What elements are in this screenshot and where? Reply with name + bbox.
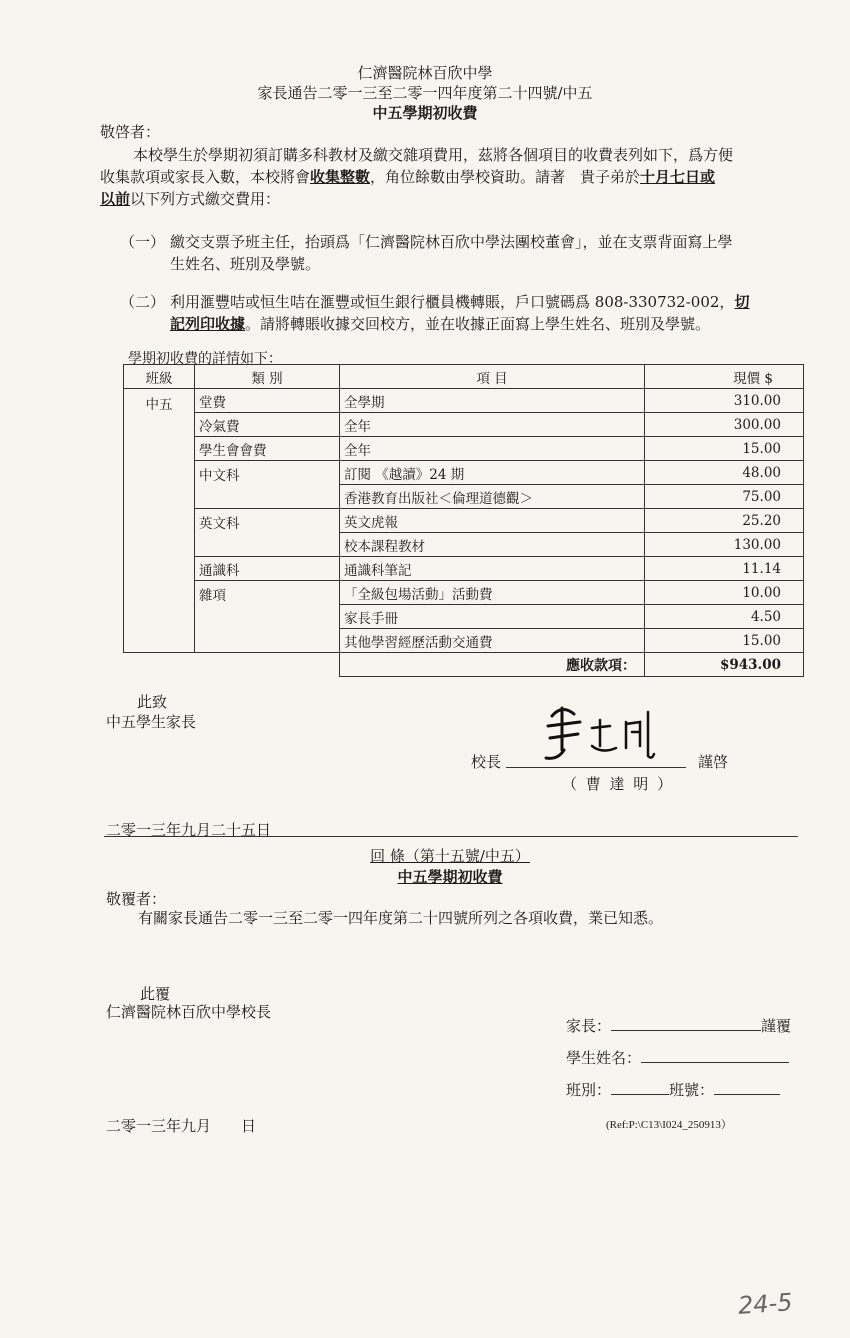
item-cell: 全年 — [340, 413, 645, 437]
item-cell: 全學期 — [340, 389, 645, 413]
table-row — [124, 413, 804, 437]
ci-fu: 此覆 — [140, 985, 171, 1003]
amount-cell: 75.00 — [645, 485, 804, 509]
header-item: 項 目 — [340, 365, 645, 389]
class-number-label: 班號： — [669, 1081, 715, 1099]
table-row — [124, 389, 804, 413]
option-2-text: 。請將轉賬收據交回校方，並在收據正面寫上學生姓名、班別及學號。 — [245, 315, 711, 333]
header-category: 類 別 — [195, 365, 340, 389]
option-1-line-1: 繳交支票予班主任，抬頭爲「仁濟醫院林百欣中學法團校董會」，並在支票背面寫上學 — [170, 233, 733, 251]
reply-subtitle: 中五學期初收費 — [397, 868, 503, 886]
notice-date: 二零一三年九月二十五日 — [106, 821, 272, 839]
paragraph-text: 收集款項或家長入數，本校將會 — [100, 168, 311, 186]
item-cell: 英文虎報 — [340, 509, 645, 533]
class-number-row — [566, 1078, 780, 1103]
salutation: 敬啓者： — [100, 123, 161, 141]
amount-cell: 4.50 — [645, 605, 804, 629]
option-2-text: 利用滙豐咭或恒生咭在滙豐或恒生銀行櫃員機轉賬，戶口號碼爲 808-330732-002， — [170, 293, 735, 311]
option-2-number: （二） — [120, 293, 166, 311]
principal-label: 校長 — [471, 753, 502, 771]
total-amount: $943.00 — [645, 653, 804, 677]
reply-title — [0, 845, 850, 866]
jin-fu: 謹覆 — [761, 1017, 792, 1035]
jin-qi: 謹啓 — [698, 753, 729, 771]
item-cell: 通識科筆記 — [340, 557, 645, 581]
amount-cell: 300.00 — [645, 413, 804, 437]
reply-text: 有關家長通告二零一三至二零一四年度第二十四號所列之各項收費，業已知悉。 — [138, 909, 664, 927]
amount-cell: 11.14 — [645, 557, 804, 581]
student-name-row — [566, 1046, 789, 1071]
header-class: 班級 — [124, 365, 195, 389]
header-price: 現價 $ — [645, 365, 804, 389]
category-cell: 通識科 — [195, 557, 340, 581]
item-cell: 香港教育出版社＜倫理道德觀＞ — [340, 485, 645, 509]
category-cell: 英文科 — [195, 509, 340, 557]
paragraph-text: 以下列方式繳交費用： — [130, 190, 281, 208]
print-receipt-note: 切 — [734, 293, 750, 311]
option-2-line-2 — [170, 312, 810, 337]
fee-table — [123, 364, 804, 677]
item-cell: 訂閱 《越讀》24 期 — [340, 461, 645, 485]
category-cell: 冷氣費 — [195, 413, 340, 437]
spacer-cell — [124, 653, 195, 677]
amount-cell: 15.00 — [645, 629, 804, 653]
paragraph-line-3 — [100, 187, 810, 212]
reference-code: (Ref:P:\C13\I024_250913） — [606, 1119, 732, 1131]
total-label: 應收款項： — [340, 653, 645, 677]
principal-name: （ 曹 達 明 ） — [562, 775, 675, 793]
print-receipt-note: 記列印收據 — [170, 315, 246, 333]
table-row — [124, 581, 804, 605]
amount-cell: 15.00 — [645, 437, 804, 461]
class-label: 班別： — [566, 1081, 612, 1099]
letter-recipient: 中五學生家長 — [106, 713, 197, 731]
table-header-row — [124, 365, 804, 389]
notice-title: 中五學期初收費 — [372, 104, 478, 122]
student-name-field[interactable] — [641, 1046, 789, 1063]
divider-line — [104, 836, 798, 837]
due-date-before: 以前 — [100, 190, 131, 208]
item-cell: 校本課程教材 — [340, 533, 645, 557]
paragraph-line-1: 本校學生於學期初須訂購多科教材及繳交雜項費用，茲將各個項目的收費表列如下，爲方便 — [133, 146, 734, 164]
reply-title-text: 回 條（第十五號/中五） — [370, 847, 530, 865]
option-1-number: （一） — [120, 233, 166, 251]
parent-signature-row — [566, 1014, 791, 1039]
amount-cell: 130.00 — [645, 533, 804, 557]
amount-cell: 25.20 — [645, 509, 804, 533]
table-row — [124, 437, 804, 461]
item-cell: 家長手冊 — [340, 605, 645, 629]
item-cell: 全年 — [340, 437, 645, 461]
item-cell: 其他學習經歷活動交通費 — [340, 629, 645, 653]
reply-salutation: 敬覆者： — [106, 890, 167, 908]
paragraph-text: ，角位餘數由學校資助。請著 貴子弟於 — [370, 168, 641, 186]
table-caption: 學期初收費的詳情如下： — [128, 351, 282, 367]
student-name-label: 學生姓名： — [566, 1049, 642, 1067]
class-number-field[interactable] — [714, 1078, 780, 1095]
table-row — [124, 461, 804, 485]
reply-date: 二零一三年九月 日 — [106, 1117, 257, 1135]
ci-zhi: 此致 — [137, 693, 168, 711]
category-cell: 學生會會費 — [195, 437, 340, 461]
parent-signature-field[interactable] — [611, 1014, 761, 1031]
class-field[interactable] — [611, 1078, 669, 1095]
table-total-row — [124, 653, 804, 677]
notice-number: 家長通告二零一三至二零一四年度第二十四號/中五 — [257, 84, 593, 102]
table-row — [124, 509, 804, 533]
principal-signature — [540, 698, 680, 772]
amount-cell: 48.00 — [645, 461, 804, 485]
handwritten-note: 24-5 — [737, 1288, 794, 1320]
amount-cell: 10.00 — [645, 581, 804, 605]
spacer-cell — [195, 653, 340, 677]
table-row — [124, 557, 804, 581]
amount-cell: 310.00 — [645, 389, 804, 413]
class-cell: 中五 — [124, 389, 195, 653]
category-cell: 中文科 — [195, 461, 340, 509]
due-date: 十月七日或 — [640, 168, 716, 186]
category-cell: 雜項 — [195, 581, 340, 653]
category-cell: 堂費 — [195, 389, 340, 413]
option-1-line-2: 生姓名、班別及學號。 — [170, 255, 321, 273]
parent-label: 家長： — [566, 1017, 612, 1035]
collect-whole-sum: 收集整數 — [310, 168, 371, 186]
item-cell: 「全級包場活動」活動費 — [340, 581, 645, 605]
school-name: 仁濟醫院林百欣中學 — [357, 64, 493, 82]
reply-recipient: 仁濟醫院林百欣中學校長 — [106, 1003, 272, 1021]
